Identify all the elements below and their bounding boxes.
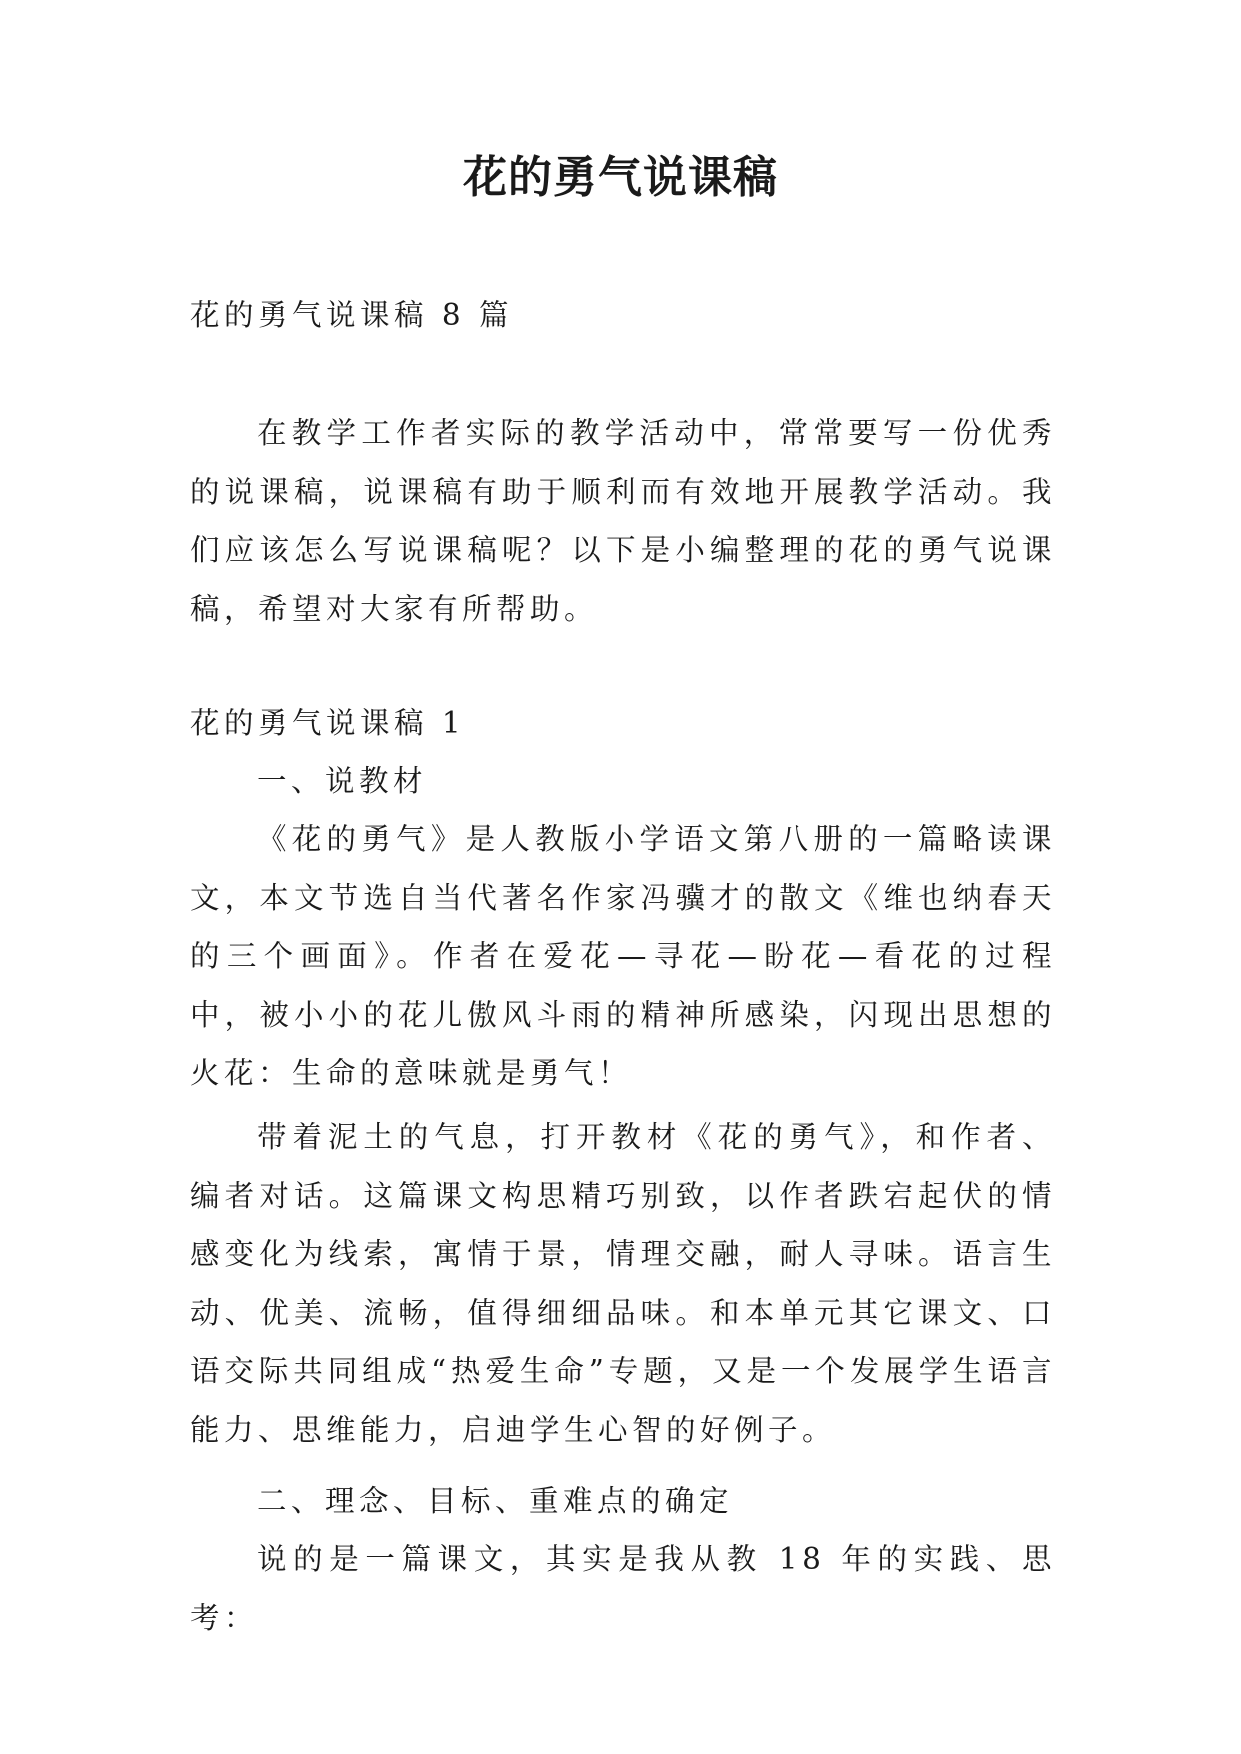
- section-title: 花的勇气说课稿 1: [190, 706, 466, 740]
- intro-paragraph: 在教学工作者实际的教学活动中，常常要写一份优秀的说课稿，说课稿有助于顺利而有效地开展教学活动。我们应该怎么写说课稿呢？以下是小编整理的花的勇气说课稿，希望对大家有所帮助。: [190, 416, 1056, 626]
- document-subtitle: 花的勇气说课稿 8 篇: [190, 298, 514, 332]
- body-paragraph: 说的是一篇课文，其实是我从教 18 年的实践、思考：: [190, 1542, 1056, 1635]
- document-title: 花的勇气说课稿: [463, 152, 778, 203]
- section-heading-goals: 二、理念、目标、重难点的确定: [257, 1484, 734, 1518]
- body-paragraph: 《花的勇气》是人教版小学语文第八册的一篇略读课文，本文节选自当代著名作家冯骥才的散文《维也纳春天的三个画面》。作者在爱花—寻花—盼花—看花的过程中，被小小的花儿傲风斗雨的精神所感染，闪现出思想的火花：生命的意味就是勇气！: [190, 822, 1056, 1090]
- body-paragraph: 带着泥土的气息，打开教材《花的勇气》，和作者、编者对话。这篇课文构思精巧别致，以作者跌宕起伏的情感变化为线索，寓情于景，情理交融，耐人寻味。语言生动、优美、流畅，值得细细品味。和本单元其它课文、口语交际共同组成“热爱生命”专题，又是一个发展学生语言能力、思维能力，启迪学生心智的好例子。: [190, 1120, 1056, 1447]
- section-heading-textbook: 一、说教材: [257, 764, 428, 798]
